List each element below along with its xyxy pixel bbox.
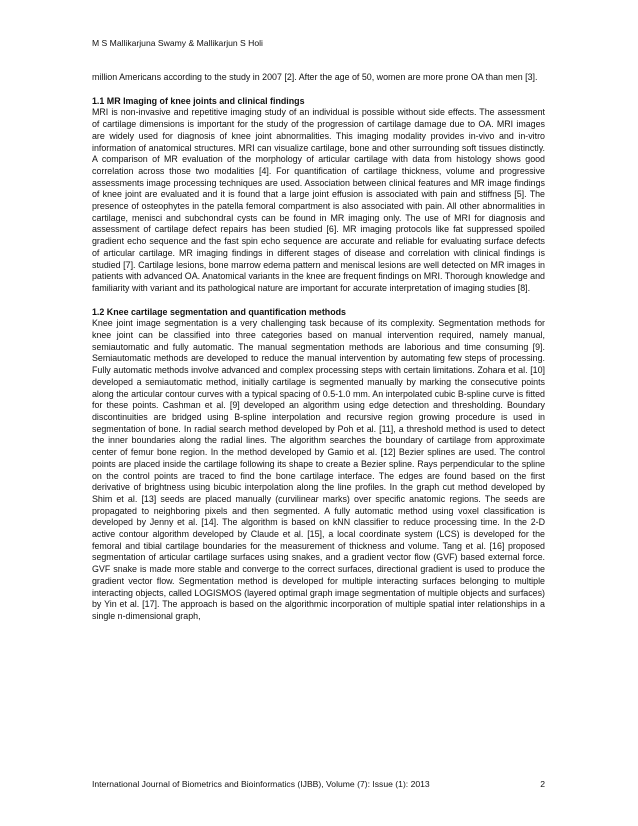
section-heading-1-1: 1.1 MR Imaging of knee joints and clinical findings: [92, 95, 305, 106]
section-1-2-paragraph: Knee joint image segmentation is a very challenging task because of its complexity. Segmentation methods for knee joint can be classified into three categories based on manual intervention required, namely manual, semiautomatic and fully automatic. The manual segmentation methods are laborious and time consuming [9]. Semiautomatic methods are developed to reduce the manual intervention by automating few steps of processing. Fully automatic methods involve advanced and complex processing steps with certain limitations. Zohara et al. [10] developed a semiautomatic method, initially cartilage is segmented manually by marking the consecutive points along the articular contour curves with a typical spacing of 0.5-1.0 mm. An interpolated cubic B-spline curve is fitted for these points. Cashman et al. [9] developed an algorithm using edge detection and thresholding. Boundary discontinuities are bridged using B-spline interpolation and recursive region growing procedure is used in segmentation of bone. In radial search method developed by Poh et al. [11], a threshold method is used to detect the inner boundaries along the radial lines. The algorithm searches the boundary of cartilage from approximate center of femur bone region. In the method developed by Gamio et al. [12] Bezier splines are used. The control points are placed inside the cartilage following its shape to create a Bezier spline. Rays perpendicular to the spline on the control points are traced to find the bone cartilage interface. The edges are found based on the first derivative of brightness using bicubic interpolation along the line profiles. In the graph cut method developed by Shim et al. [13] seeds are placed manually (curvilinear marks) over specific anatomic regions. The seeds are propagated to neighboring pixels and then segmented. A fully automatic method using voxel classification is developed by Jenny et al. [14]. The algorithm is based on kNN classifier to reduce processing time. In the 2-D active contour algorithm developed by Claude et al. [15], a local coordinate system (LCS) is developed for the femoral and tibial cartilage boundaries for the measurement of thickness and volume. Tang et al. [16] proposed segmentation of articular cartilage surfaces using snakes, and a gradient vector flow (GVF) based external force. GVF snake is made more stable and converge to the correct surfaces, directional gradient is used to produce the gradient vector flow. Segmentation method is developed for multiple interacting surfaces belonging to multiple interacting objects, called LOGISMOS (layered optimal graph image segmentation of multiple objects and surfaces) by Yin et al. [17]. The approach is based on the algorithmic incorporation of multiple spatial inter relationships in a single n-dimensional graph,: [92, 318, 545, 621]
page-footer: [92, 779, 545, 789]
section-1-1-paragraph: MRI is non-invasive and repetitive imaging study of an individual is possible without side effects. The assessment of cartilage dimensions is important for the study of the progression of cartilage damage due to OA. MRI images are widely used for diagnosis of knee joint abnormalities. This imaging modality provides in-vivo and in-vitro information of anatomical structures. MRI can visualize cartilage, bone and other surrounding soft tissues distinctly. A comparison of MR evaluation of the morphology of articular cartilage with data from histology shows good correlation across those two modalities [4]. For quantification of cartilage thickness, volume and progressive assessments image processing techniques are used. Association between clinical features and MR image findings of knee joint are evaluated and it is found that a large joint effusion is associated with pain and stiffness [5]. The presence of osteophytes in the patella femoral compartment is also associated with pain. All other abnormalities in cartilage, menisci and subchondral cysts can be found in MR imaging only. The use of MRI for diagnosis and assessment of cartilage defect repairs has been studied [6]. MR imaging protocols like fat suppressed spoiled gradient echo sequence and the fast spin echo sequence are accurate and reliable for evaluating surface defects of articular cartilage. MR imaging findings in different stages of disease and correlation with clinical findings is studied [7]. Cartilage lesions, bone marrow edema pattern and meniscal lesions are well detected on MR images in patients with advanced OA. Anatomical variants in the knee are frequent findings on MRI. Thorough knowledge and familiarity with variant and its pathological nature are important for accurate interpretation of imaging studies [8].: [92, 107, 545, 293]
journal-citation: International Journal of Biometrics and Bioinformatics (IJBB), Volume (7): Issue (1): 2013: [92, 779, 430, 789]
spacer: [92, 84, 545, 96]
spacer: [92, 295, 545, 307]
page-number: 2: [540, 779, 545, 789]
page-body: [92, 72, 545, 623]
running-header: M S Mallikarjuna Swamy & Mallikarjun S Holi: [92, 38, 263, 48]
section-heading-1-2: 1.2 Knee cartilage segmentation and quantification methods: [92, 306, 346, 317]
intro-paragraph: million Americans according to the study in 2007 [2]. After the age of 50, women are more prone OA than men [3].: [92, 72, 538, 82]
